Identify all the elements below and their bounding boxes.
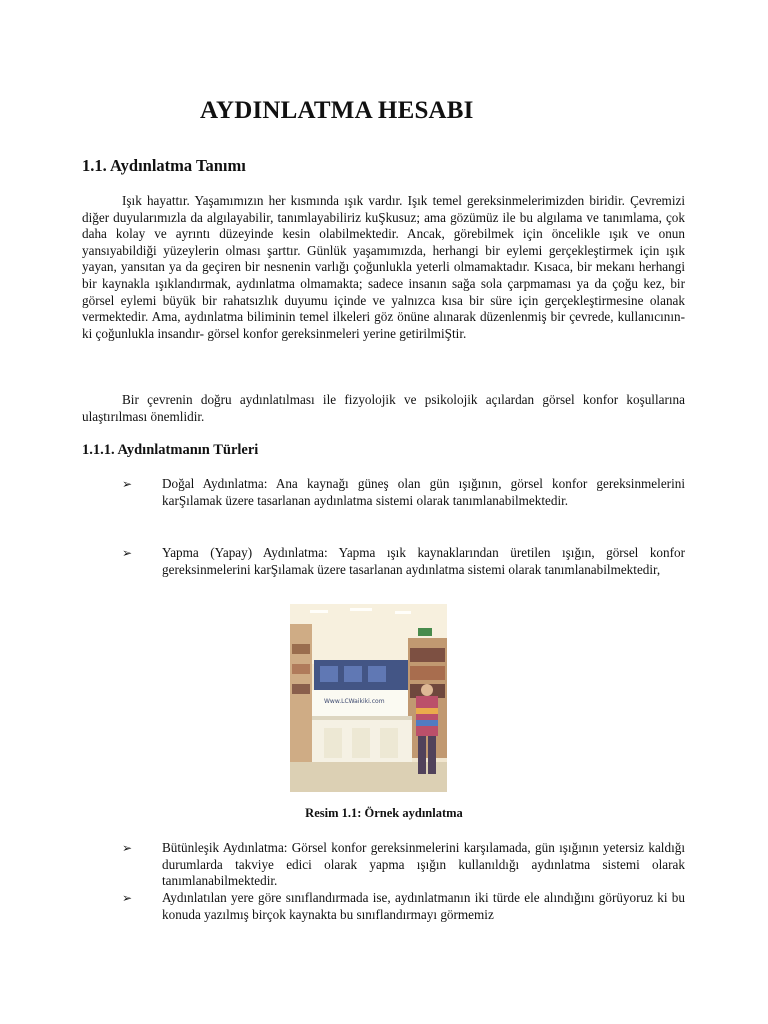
document-title: AYDINLATMA HESABI <box>200 97 474 124</box>
bullet-text: Bütünleşik Aydınlatma: Görsel konfor gereksinmelerini karşılamada, gün ışığının yetersiz kaldığı durumlarda takviye edici olarak yapma ışığın kullanıldığı aydınlatma sistemi olarak tanımlanabilmektedir. <box>162 840 685 889</box>
arrow-bullet-icon: ➢ <box>122 841 133 855</box>
store-interior-illustration <box>290 604 447 792</box>
subsection-heading: 1.1.1. Aydınlatmanın Türleri <box>82 442 259 458</box>
store-sign-text: Www.LCWaikiki.com <box>324 698 385 705</box>
arrow-bullet-icon: ➢ <box>122 891 133 905</box>
paragraph-2: Bir çevrenin doğru aydınlatılması ile fizyolojik ve psikolojik açılardan görsel konfor koşullarına ulaştırılması önemlidir. <box>82 392 685 424</box>
figure-caption: Resim 1.1: Örnek aydınlatma <box>305 806 463 820</box>
bullet-item-artificial-lighting <box>122 545 685 578</box>
paragraph-1: Işık hayattır. Yaşamımızın her kısmında ışık vardır. Işık temel gereksinmelerimizden biridir. Çevremizi diğer duyularımızla da algılayabilir, tanımlayabiliriz kuŞkusuz; ama gözümüz ile bu algılama ve tanımlama, çok daha kolay ve ayrıntı düzeyinde kesin olabilmektedir. Ancak, görebilmek için öncelikle ışık ve onun yansıyabildiği yüzeylerin olması şarttır. Günlük yaşamımızda, herhangi bir eylemi gerçekleştirmek için ışık yayan, yansıtan ya da geçiren bir nesnenin varlığı çoğunlukla yeterli olmamaktadır. Kısaca, bir mekanı herhangi bir kaynakla ışıklandırmak, aydınlatma olmamakta; sadece insanın sağa sola çarpmaması ya da çoğu kez, bir görsel eylemi büyük bir rahatsızlık duyumu içinde ve yalnızca kısa bir süre için gerçekleştirmesine olanak vermektedir. Ama, aydınlatma biliminin temel ilkeleri göz önüne alınarak düzenlenmiş bir çevrede, kullanıcının- ki çoğunlukla insandır- görsel konfor gereksinmeleri yerine getirilmiŞtir. <box>82 193 685 341</box>
example-lighting-photo <box>290 604 447 792</box>
section-heading: 1.1. Aydınlatma Tanımı <box>82 156 246 175</box>
bullet-text: Aydınlatılan yere göre sınıflandırmada ise, aydınlatmanın iki türde ele alındığını görüyoruz ki bu konuda yazılmış birçok kaynakta bu sınıflandırmayı görmemiz <box>162 890 685 922</box>
arrow-bullet-icon: ➢ <box>122 477 133 491</box>
bullet-text: Yapma (Yapay) Aydınlatma: Yapma ışık kaynaklarından üretilen ışığın, görsel konfor gereksinmelerini karŞılamak üzere tasarlanan aydınlatma sistemi olarak tanımlanabilmektedir, <box>162 545 685 577</box>
bullet-item-classification <box>122 890 685 923</box>
bullet-item-natural-lighting <box>122 476 685 509</box>
arrow-bullet-icon: ➢ <box>122 546 133 560</box>
bullet-item-integrated-lighting <box>122 840 685 890</box>
bullet-text: Doğal Aydınlatma: Ana kaynağı güneş olan gün ışığının, görsel konfor gereksinmelerini karŞılamak üzere tasarlanan aydınlatma sistemi olarak tanımlanabilmektedir. <box>162 476 685 508</box>
